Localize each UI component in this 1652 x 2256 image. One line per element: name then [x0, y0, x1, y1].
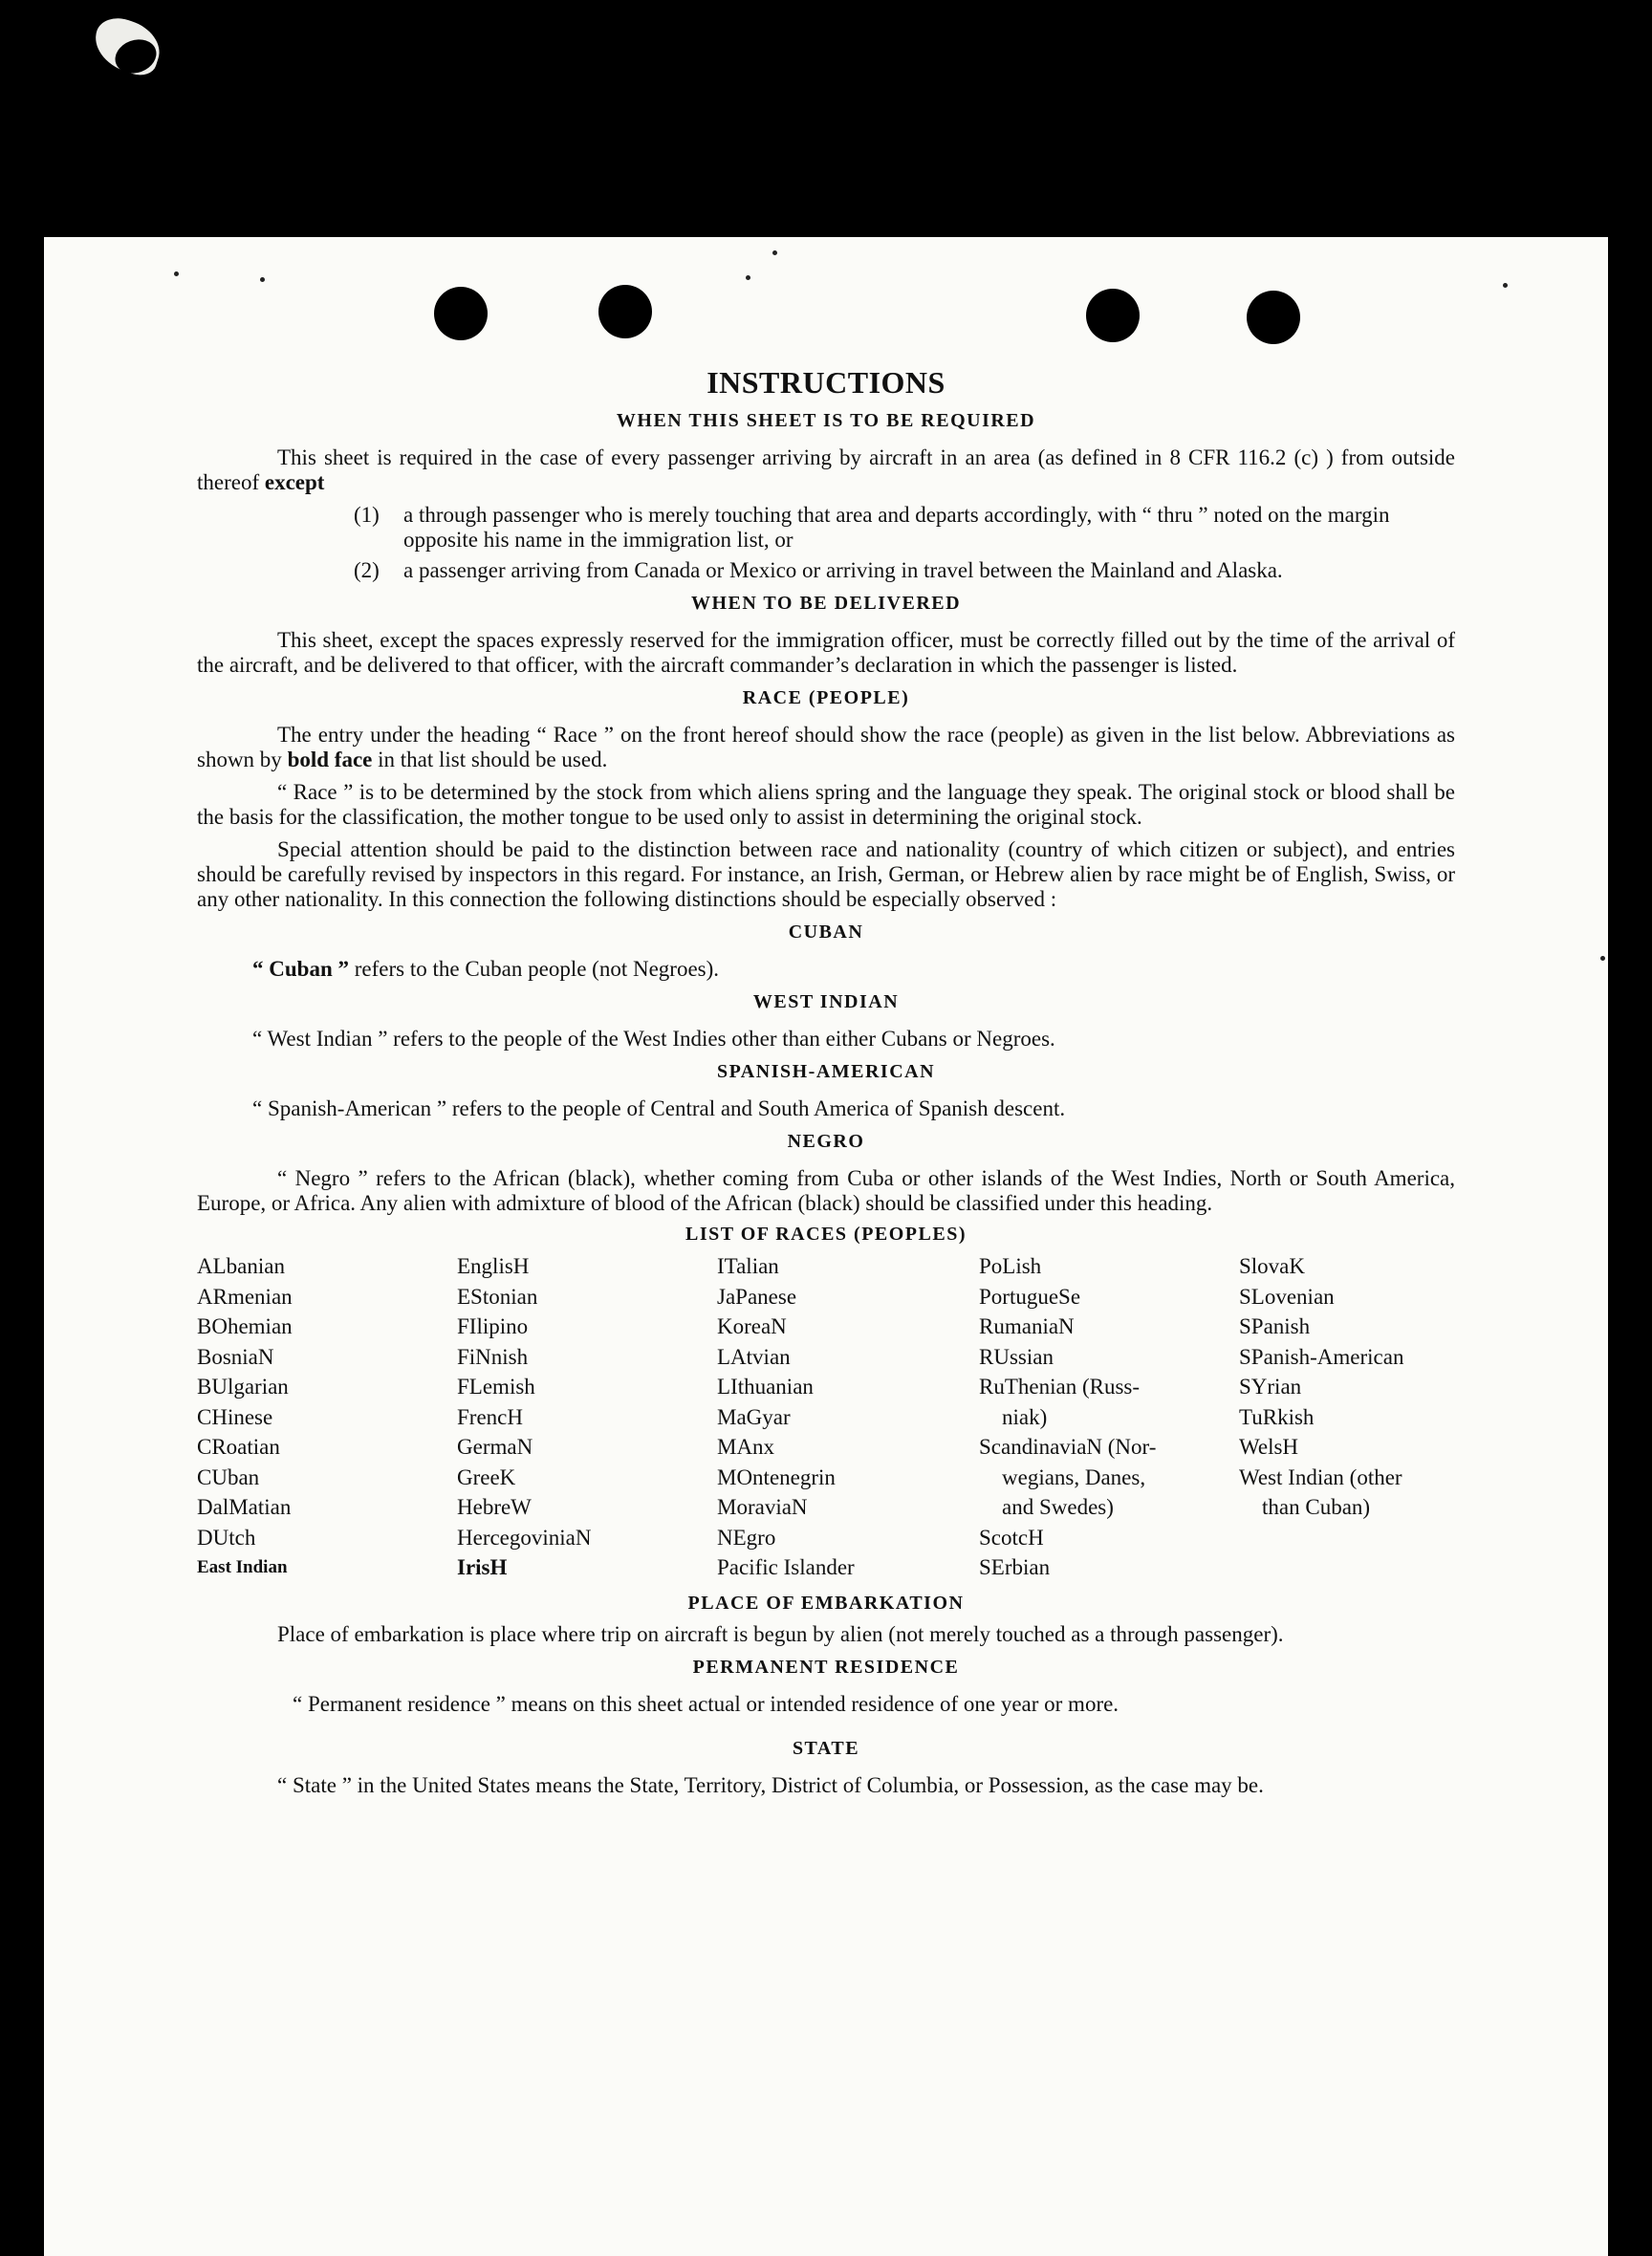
race-item: CUban [197, 1464, 260, 1489]
heading-west-indian: WEST INDIAN [752, 991, 900, 1012]
race-item: WelsH [1239, 1435, 1299, 1459]
race-item: NEgro [717, 1525, 776, 1550]
page-title: INSTRUCTIONS [706, 365, 946, 400]
race-item: RUssian [979, 1344, 1054, 1369]
embarkation-text: Place of embarkation is place where trip on aircraft is begun by alien (not merely touched as a through passenger). [277, 1621, 1284, 1646]
race-item: DUtch [197, 1525, 256, 1550]
speck [1600, 956, 1605, 961]
race-item: MaGyar [717, 1404, 791, 1429]
race-item: SLovenian [1239, 1284, 1335, 1309]
speck [174, 271, 179, 276]
race-column-2 [457, 1251, 717, 1583]
spanish-american-definition: “ Spanish-American ” refers to the people of Central and South America of Spanish descent. [252, 1096, 1066, 1120]
race-item: FLemish [457, 1375, 535, 1399]
race-item: HercegoviniaN [457, 1525, 592, 1550]
race-item: BUlgarian [197, 1375, 289, 1399]
when-delivered-text: This sheet, except the spaces expressly reserved for the immigration officer, must be correctly filled out by the time of the arrival of the aircraft, and be delivered to that officer, with the aircraft commander’s declaration in which the passenger is listed. [197, 628, 1455, 677]
heading-state: STATE [792, 1737, 860, 1759]
race-item: MoraviaN [717, 1495, 808, 1519]
race-column-3 [717, 1251, 979, 1583]
race-item: TuRkish [1239, 1404, 1315, 1429]
race-item: than Cuban) [1262, 1495, 1371, 1519]
race-item: CRoatian [197, 1435, 280, 1459]
race-list [197, 1251, 1455, 1583]
heading-race: RACE (PEOPLE) [742, 687, 910, 708]
race-item: EStonian [457, 1284, 538, 1309]
heading-permanent-residence: PERMANENT RESIDENCE [692, 1656, 960, 1678]
negro-definition: “ Negro ” refers to the African (black), whether coming from Cuba or other islands of the West Indies, North or South America, Europe, or Africa. Any alien with admixture of blood of the African (black) should be classified under this heading. [197, 1166, 1455, 1215]
instructions-content [197, 365, 1455, 1806]
race-item: SlovaK [1239, 1254, 1305, 1278]
race-item: PoLish [979, 1254, 1042, 1278]
race-item: ScandinaviaN (Nor- [979, 1435, 1157, 1459]
race-item: Pacific Islander [717, 1555, 855, 1579]
heading-when-delivered: WHEN TO BE DELIVERED [690, 593, 962, 614]
race-item: RumaniaN [979, 1314, 1075, 1338]
race-item: EnglisH [457, 1254, 530, 1278]
permanent-residence-text: “ Permanent residence ” means on this sheet actual or intended residence of one year or more. [293, 1691, 1119, 1716]
race-item: RuThenian (Russ- [979, 1375, 1141, 1399]
race-item: West Indian (other [1239, 1464, 1402, 1489]
exception-item-1: (1) a through passenger who is merely touching that area and departs accordingly, with “ thru ” noted on the margin opposite his name in the immigration list, or [354, 503, 1390, 552]
race-item: East Indian [197, 1557, 288, 1577]
race-item: PortugueSe [979, 1284, 1081, 1309]
race-item: SErbian [979, 1555, 1051, 1579]
heading-embarkation: PLACE OF EMBARKATION [687, 1592, 965, 1614]
west-indian-definition: “ West Indian ” refers to the people of the West Indies other than either Cubans or Negroes. [252, 1027, 1055, 1051]
speck [746, 275, 750, 280]
heading-when-required: WHEN THIS SHEET IS TO BE REQUIRED [616, 410, 1036, 431]
race-item: ITalian [717, 1254, 779, 1278]
race-item: DalMatian [197, 1495, 292, 1519]
race-item: GermaN [457, 1435, 533, 1459]
race-item: FIlipino [457, 1314, 529, 1338]
heading-cuban: CUBAN [788, 922, 864, 943]
race-item: BOhemian [197, 1314, 293, 1338]
race-item: FrencH [457, 1404, 523, 1429]
punch-hole [434, 287, 488, 340]
state-text: “ State ” in the United States means the State, Territory, District of Columbia, or Possession, as the case may be. [277, 1772, 1264, 1797]
race-item: wegians, Danes, [1002, 1464, 1146, 1489]
heading-list-of-races: LIST OF RACES (PEOPLES) [685, 1224, 967, 1245]
race-item: and Swedes) [1002, 1495, 1114, 1519]
punch-hole [1086, 289, 1140, 342]
race-item: GreeK [457, 1464, 516, 1489]
race-paragraph-1: The entry under the heading “ Race ” on the front hereof should show the race (people) as given in the list below. Abbreviations as shown by bold face in that list should be used. [197, 723, 1455, 771]
race-item: MAnx [717, 1435, 775, 1459]
race-paragraph-2: “ Race ” is to be determined by the stock from which aliens spring and the language they speak. The original stock or blood shall be the basis for the classification, the mother tongue to be used only to assist in determining the original stock. [197, 780, 1455, 829]
heading-spanish-american: SPANISH-AMERICAN [716, 1061, 936, 1082]
race-item: ALbanian [197, 1254, 285, 1278]
race-item: LAtvian [717, 1344, 791, 1369]
race-item: SPanish [1239, 1314, 1311, 1338]
race-item: niak) [1002, 1404, 1048, 1429]
speck [1503, 283, 1508, 288]
punch-hole [1247, 291, 1300, 344]
when-required-intro: This sheet is required in the case of every passenger arriving by aircraft in an area (as defined in 8 CFR 116.2 (c) ) from outside thereof except [197, 445, 1455, 494]
race-item: MOntenegrin [717, 1464, 836, 1489]
punch-hole [598, 285, 652, 338]
speck [260, 277, 265, 282]
cuban-definition: “ Cuban ” refers to the Cuban people (not Negroes). [252, 957, 720, 981]
race-item: BosniaN [197, 1344, 274, 1369]
speck [772, 250, 777, 255]
race-item: SPanish-American [1239, 1344, 1404, 1369]
race-item: LIthuanian [717, 1375, 814, 1399]
race-column-5 [1239, 1251, 1455, 1583]
race-item: CHinese [197, 1404, 273, 1429]
race-item: HebreW [457, 1495, 532, 1519]
race-item: IrisH [457, 1555, 508, 1579]
race-item: SYrian [1239, 1375, 1302, 1399]
race-column-4 [979, 1251, 1239, 1583]
race-item: KoreaN [717, 1314, 787, 1338]
race-item: FiNnish [457, 1344, 529, 1369]
race-item: JaPanese [717, 1284, 797, 1309]
race-paragraph-3: Special attention should be paid to the distinction between race and nationality (country of which citizen or subject), and entries should be carefully revised by inspectors in this regard. For instance, an Irish, German, or Hebrew alien by race might be of English, Swiss, or any other nationality. In this connection the following distinctions should be especially observed : [197, 837, 1455, 911]
race-column-1 [197, 1251, 457, 1583]
exception-item-2: (2) a passenger arriving from Canada or Mexico or arriving in travel between the Mainland and Alaska. [354, 558, 1283, 582]
heading-negro: NEGRO [787, 1131, 865, 1152]
race-item: ARmenian [197, 1284, 293, 1309]
race-item: ScotcH [979, 1525, 1044, 1550]
